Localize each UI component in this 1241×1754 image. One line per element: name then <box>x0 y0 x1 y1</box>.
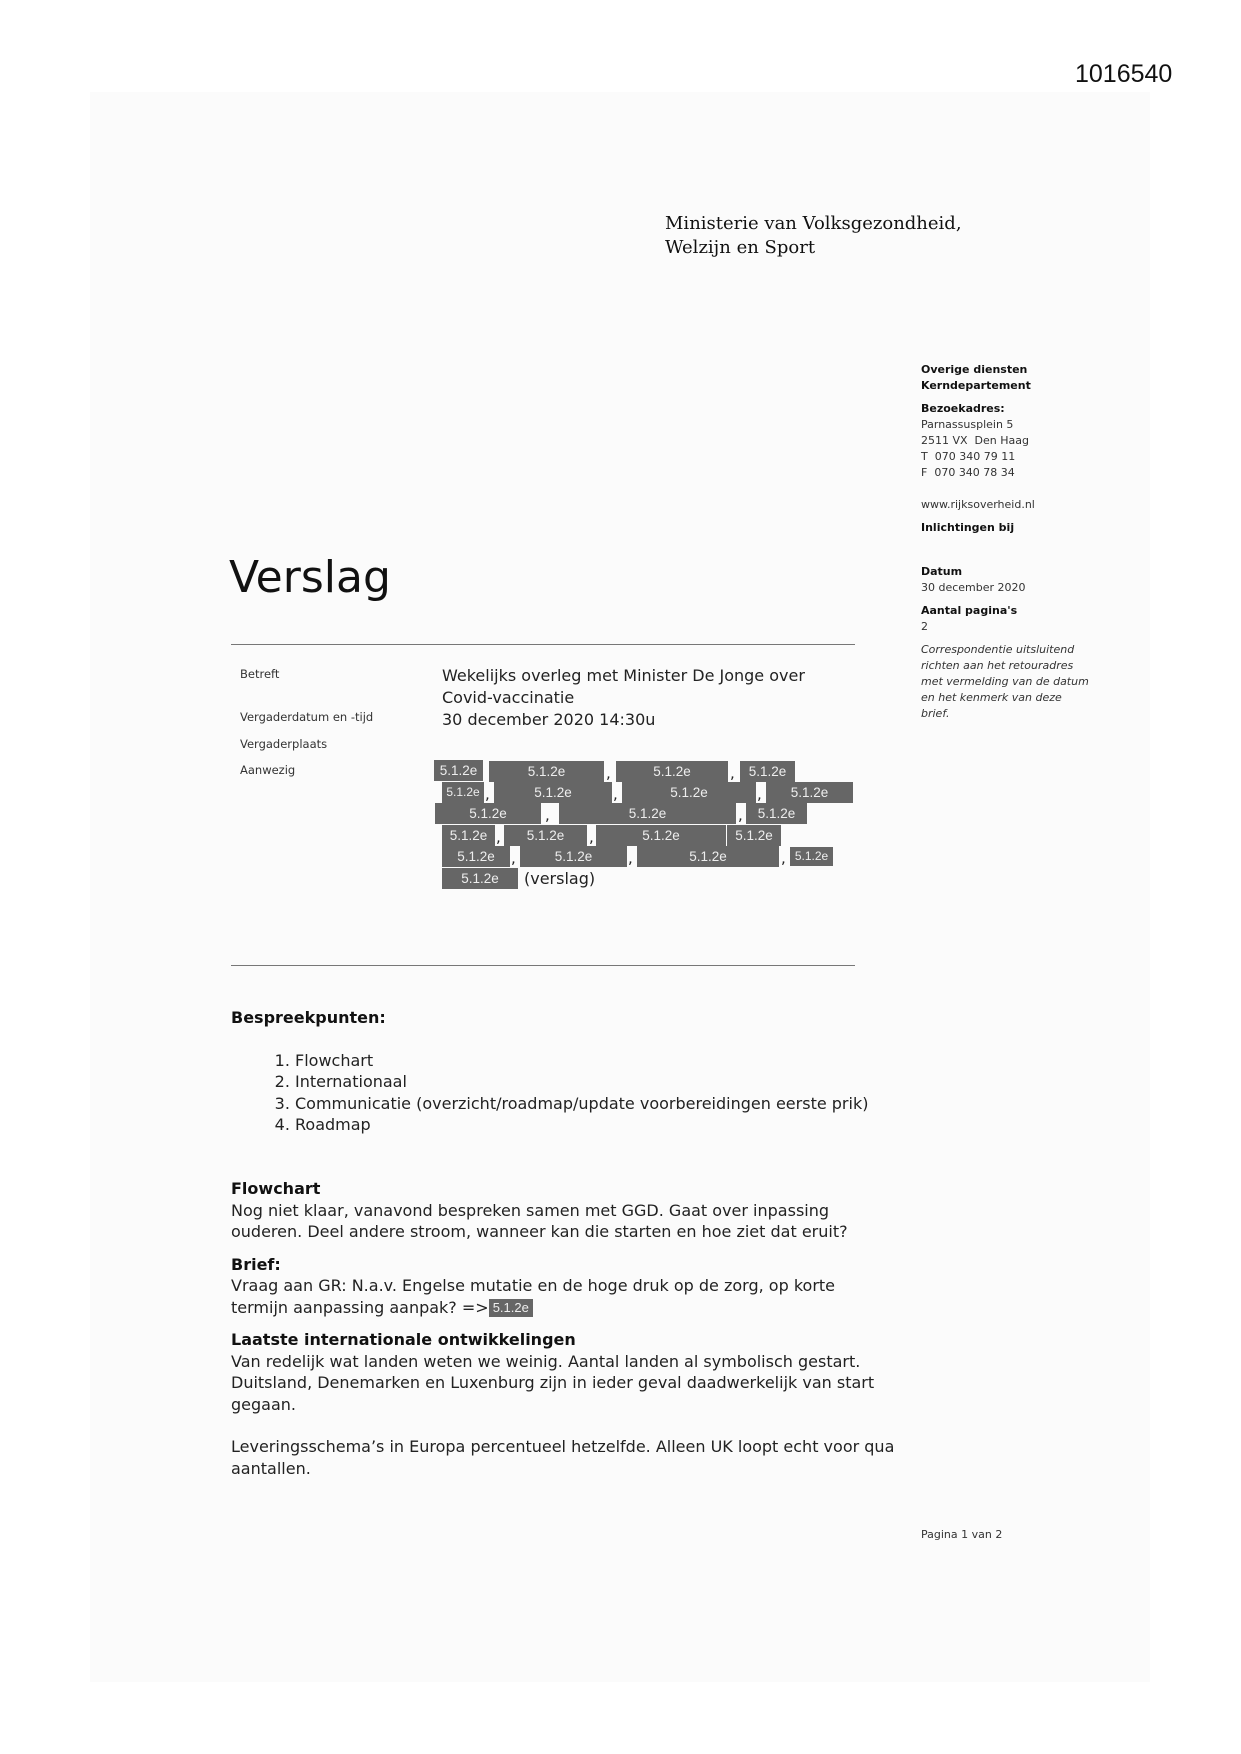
subject: Wekelijks overleg met Minister De Jonge over Covid-vaccinatie 30 december 2020 14:30u <box>442 666 805 729</box>
redaction: 5.1.2e <box>442 868 518 889</box>
pages-label: Aantal pagina's <box>921 604 1018 617</box>
redaction: 5.1.2e <box>520 846 627 867</box>
redaction: 5.1.2e <box>727 825 781 846</box>
city: 2511 VX Den Haag <box>921 434 1029 447</box>
redaction: 5.1.2e <box>740 761 795 782</box>
redaction: 5.1.2e <box>489 1299 533 1317</box>
ministry-logo <box>665 212 962 260</box>
subject-label: Betreft <box>240 667 280 681</box>
datetime-label: Vergaderdatum en -tijd <box>240 710 374 724</box>
agenda <box>231 1007 868 1136</box>
place-label: Vergaderplaats <box>240 737 328 751</box>
page-title: Verslag <box>229 552 391 603</box>
redaction: 5.1.2e <box>746 803 807 824</box>
phone: T 070 340 79 11 <box>921 450 1016 463</box>
info-label: Inlichtingen bij <box>921 521 1015 534</box>
correspondence-note: Correspondentie uitsluitend richten aan het retouradres met vermelding van de datum en het kenmerk van deze brief. <box>921 643 1089 720</box>
agenda-item: 2. Internationaal <box>295 1071 868 1093</box>
agenda-item: 3. Communicatie (overzicht/roadmap/update voorbereidingen eerste prik) <box>295 1093 868 1115</box>
page-number: Pagina 1 van 2 <box>921 1528 1003 1541</box>
date: 30 december 2020 <box>921 581 1026 594</box>
redaction: 5.1.2e <box>616 761 728 782</box>
flowchart-heading: Flowchart <box>231 1179 321 1198</box>
international-heading: Laatste internationale ontwikkelingen <box>231 1330 576 1349</box>
redaction: 5.1.2e <box>637 846 779 867</box>
redaction: 5.1.2e <box>435 803 541 824</box>
redaction: 5.1.2e <box>442 825 495 846</box>
pages: 2 <box>921 620 928 633</box>
redaction: 5.1.2e <box>434 760 483 781</box>
document-number: 1016540 <box>1075 60 1173 88</box>
dept-1: Overige diensten <box>921 363 1028 376</box>
sidebar <box>921 362 1089 722</box>
address-label: Bezoekadres: <box>921 402 1005 415</box>
logo-line: Ministerie van Volksgezondheid, <box>665 213 962 234</box>
divider <box>231 965 855 966</box>
redaction: 5.1.2e <box>766 782 853 803</box>
present-label: Aanwezig <box>240 763 296 777</box>
redaction: 5.1.2e <box>504 825 587 846</box>
agenda-heading: Bespreekpunten: <box>231 1008 386 1027</box>
fax: F 070 340 78 34 <box>921 466 1015 479</box>
notes: Flowchart Nog niet klaar, vanavond bespreken samen met GGD. Gaat over inpassing ouderen. Deel andere stroom, wanneer kan die starten en hoe ziet dat eruit? Brief: Vraag aan GR: N.a.v. Engelse mutatie en de hoge druk op de zorg, op korte termijn aanpassing aanpak? => 5.1.2e Laatste internationale ontwikkelingen Van redelijk wat landen weten we weinig. Aantal landen al symbolisch gestart. Duitsland, Denemarken en Luxenburg zijn in ieder geval daadwerkelijk van start gegaan. Leveringsschema’s in Europa percentueel hetzelfde. Alleen UK loopt echt voor qua aantallen. <box>231 1179 895 1478</box>
redaction: 5.1.2e <box>790 847 833 866</box>
date-label: Datum <box>921 565 963 578</box>
redaction: 5.1.2e <box>596 825 726 846</box>
dept-2: Kerndepartement <box>921 379 1031 392</box>
logo-line: Welzijn en Sport <box>665 237 816 258</box>
divider <box>231 644 855 645</box>
verslag-note: (verslag) <box>524 869 596 888</box>
brief-heading: Brief: <box>231 1254 281 1274</box>
street: Parnassusplein 5 <box>921 418 1014 431</box>
agenda-item: 1. Flowchart <box>295 1050 868 1072</box>
meeting-datetime: 30 december 2020 14:30u <box>442 710 656 729</box>
redaction: 5.1.2e <box>494 782 612 803</box>
redaction: 5.1.2e <box>559 803 736 824</box>
website-link[interactable]: www.rijksoverheid.nl <box>921 498 1035 511</box>
agenda-item: 4. Roadmap <box>295 1114 868 1136</box>
redaction: 5.1.2e <box>622 782 756 803</box>
redaction: 5.1.2e <box>442 846 510 867</box>
redaction: 5.1.2e <box>489 761 604 782</box>
redaction: 5.1.2e <box>442 782 484 803</box>
